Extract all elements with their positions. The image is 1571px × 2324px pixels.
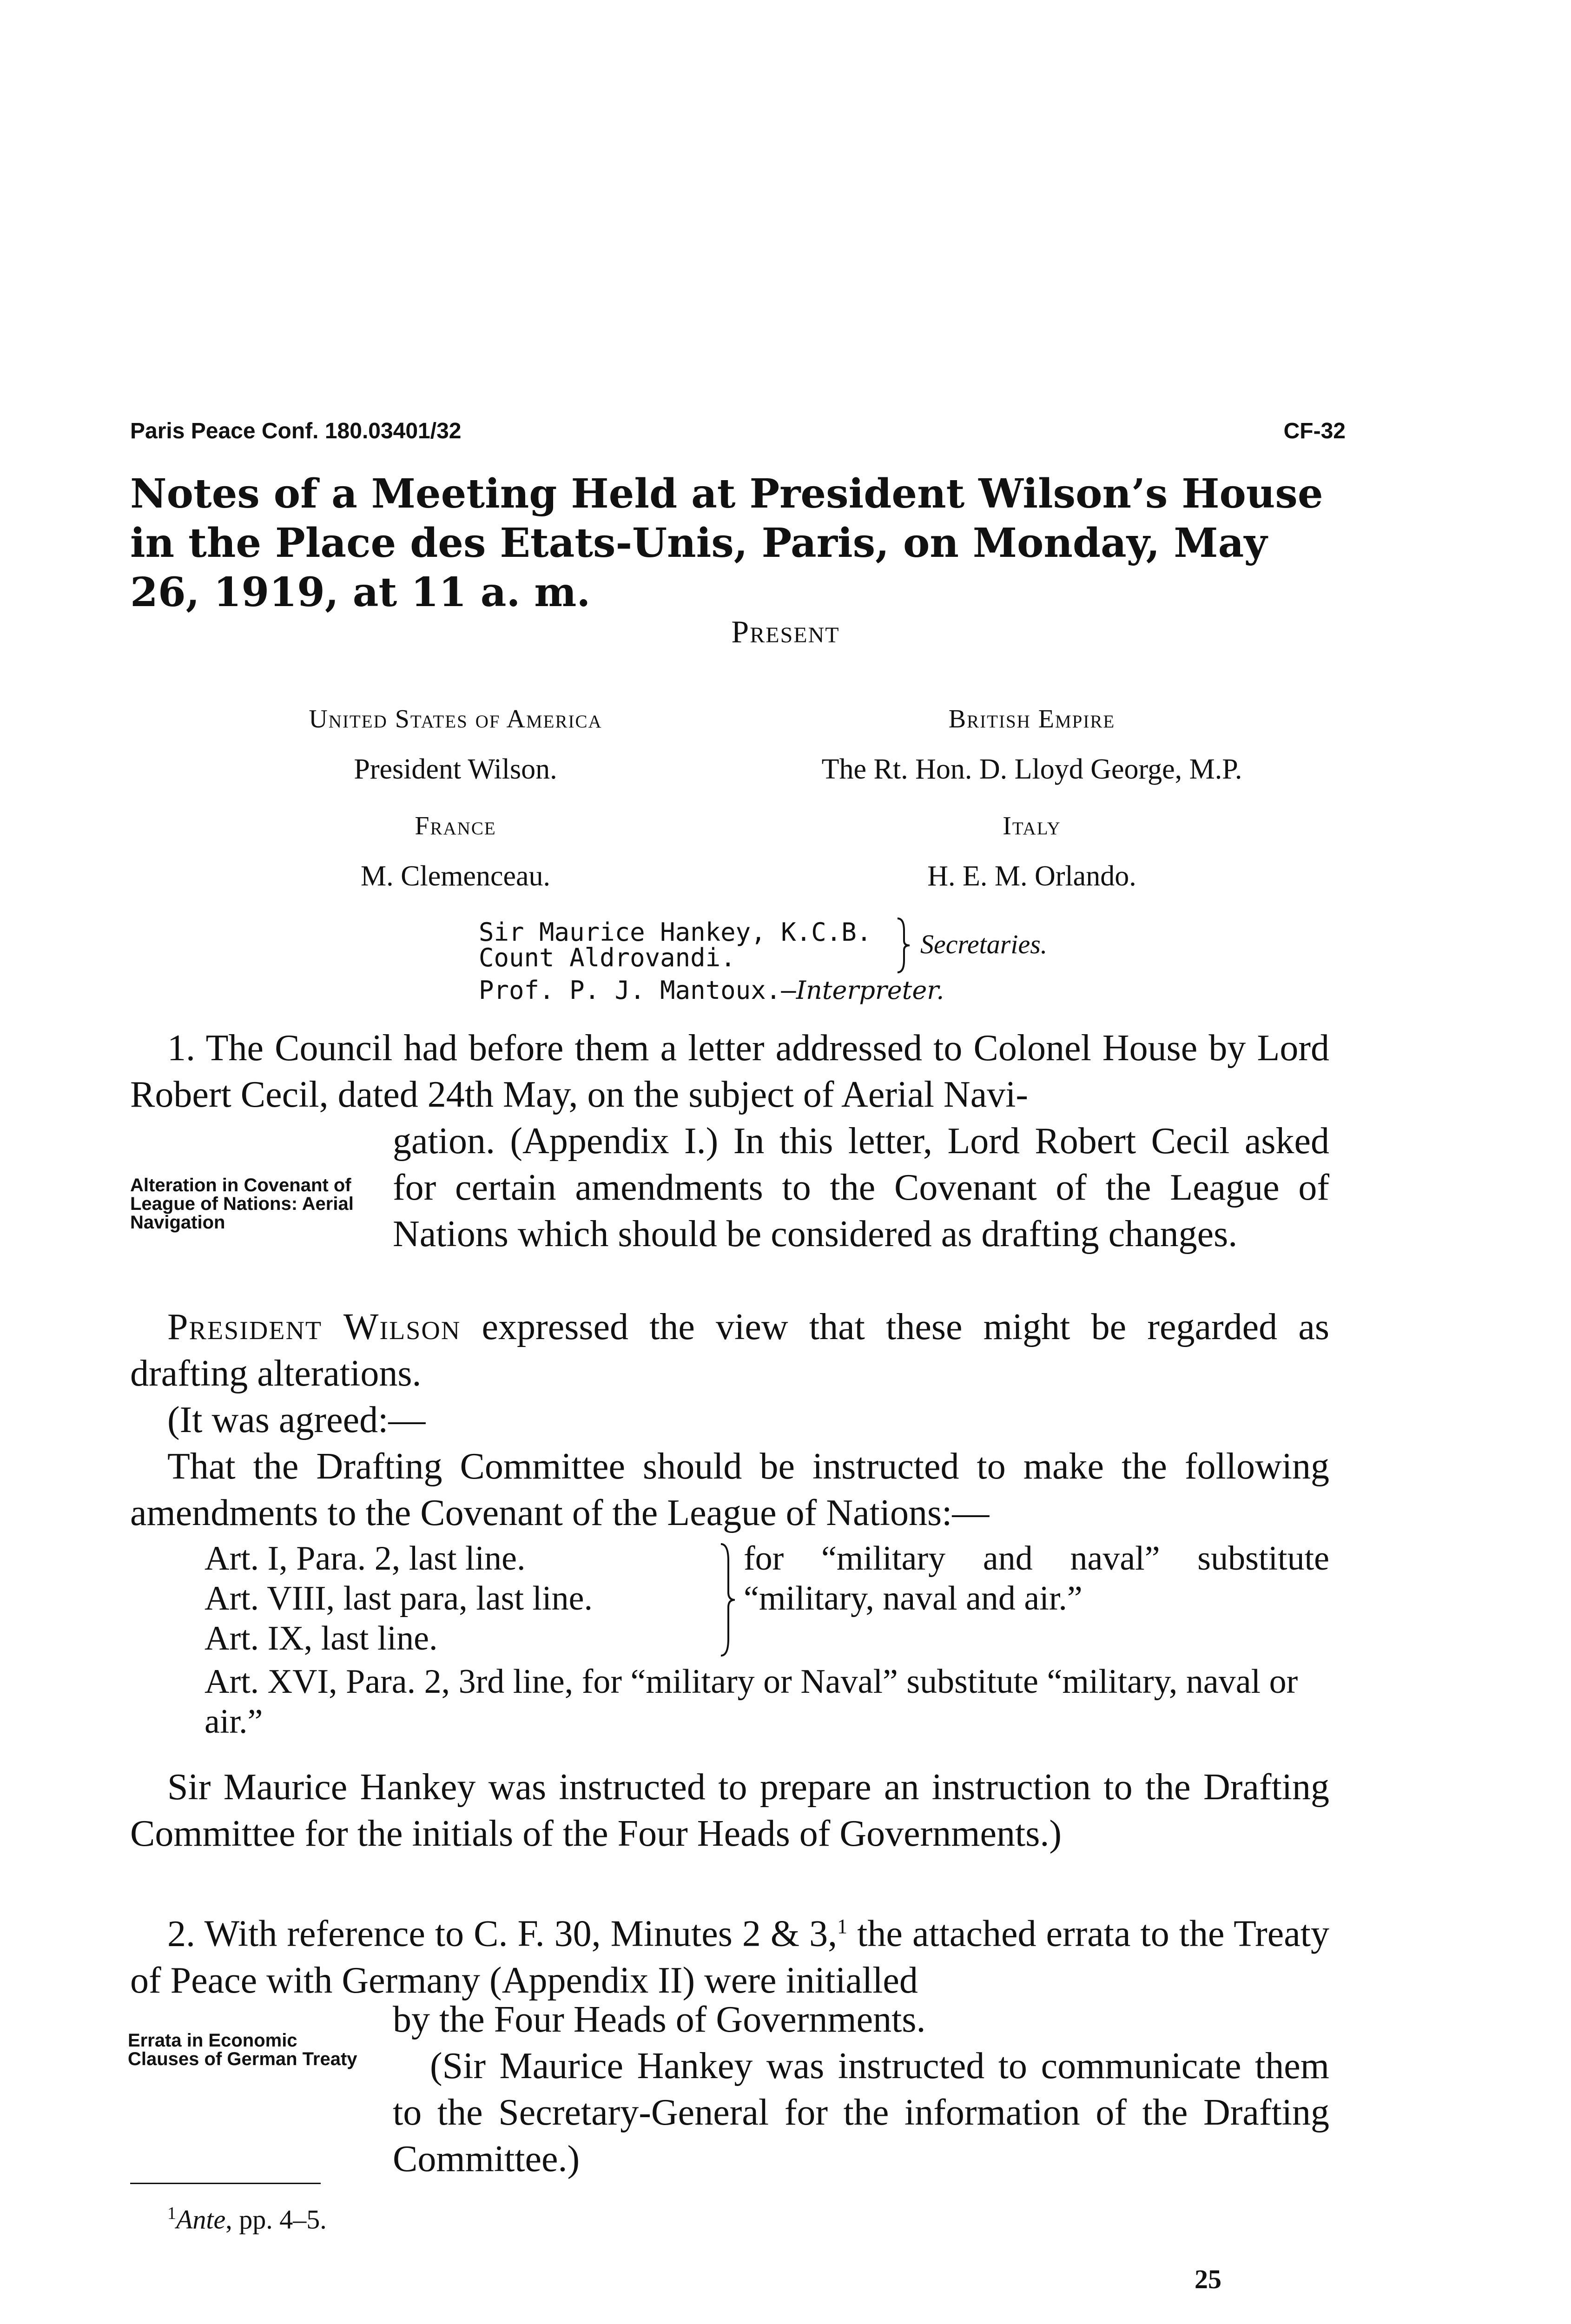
page-title: Notes of a Meeting Held at President Wilson’s House in the Place des Etats-Unis, Paris, on Monday, May 26, 1919, at 11 a. m. xyxy=(130,470,1323,616)
amendment-art-viii: Art. VIII, last para, last line. xyxy=(205,1579,593,1618)
amendment-art-i: Art. I, Para. 2, last line. xyxy=(205,1539,526,1578)
wilson-paragraph xyxy=(130,1304,1329,1397)
item1-lead xyxy=(130,1025,1329,1118)
amendment-art-xvi xyxy=(205,1662,1329,1742)
footnote-pages: , pp. 4–5. xyxy=(225,2204,327,2235)
secretaries-brace xyxy=(895,917,913,974)
british-name: The Rt. Hon. D. Lloyd George, M.P. xyxy=(821,753,1242,785)
amendment-art-xvi-text: Art. XVI, Para. 2, 3rd line, for “military or Naval” substitute “military, naval or air.” xyxy=(205,1663,1298,1741)
item2-hankey: (Sir Maurice Hankey was instructed to communicate them to the Secretary-General for the information of the Drafting Committee.) xyxy=(393,2046,1329,2179)
item2-lead-rest: the attached errata to the Treaty of Peace with Germany (Appendix II) were initialled xyxy=(130,1913,1330,2001)
amendment-brace xyxy=(718,1542,739,1657)
secretaries-label: Secretaries. xyxy=(920,929,1048,959)
usa-name: President Wilson. xyxy=(354,753,557,785)
item1-number: 1. xyxy=(167,1028,195,1069)
footnote xyxy=(167,2203,327,2235)
item2-line3: by the Four Heads of Governments. xyxy=(393,1999,926,2040)
interpreter-line xyxy=(479,976,944,1005)
document-code: CF-32 xyxy=(1283,419,1346,443)
item2-lead-text: With reference to C. F. 30, Minutes 2 & 3, xyxy=(204,1913,838,1954)
item1-lead-text: The Council had before them a letter addressed to Colonel House by Lord Robert Cecil, dated 24th May, on the subject of Aerial Navi- xyxy=(130,1028,1329,1115)
item2-lead xyxy=(130,1903,1329,2004)
france-label: France xyxy=(415,812,496,840)
italy-label: Italy xyxy=(1003,812,1061,840)
item2-margin-heading: Errata in Economic Clauses of German Treaty xyxy=(128,2030,357,2069)
france-name: M. Clemenceau. xyxy=(360,860,551,892)
hankey-instruction xyxy=(130,1764,1329,1857)
italy-name: H. E. M. Orlando. xyxy=(927,860,1136,892)
page-number: 25 xyxy=(1195,2264,1221,2294)
wilson-name: President Wilson xyxy=(167,1307,461,1347)
footnote-rule xyxy=(130,2183,321,2184)
agreed-heading: (It was agreed:— xyxy=(167,1400,426,1440)
british-label: British Empire xyxy=(948,705,1116,733)
item1-margin-heading: Alteration in Covenant of League of Nations: Aerial Navigation xyxy=(130,1175,354,1233)
usa-label: United States of America xyxy=(309,705,602,733)
secretary-aldrovandi: Count Aldrovandi. xyxy=(479,943,736,972)
secretary-hankey: Sir Maurice Hankey, K.C.B. xyxy=(479,918,872,947)
agreed-text-body: That the Drafting Committee should be instructed to make the following amendments to the Covenant of the League of Nations:— xyxy=(130,1446,1329,1533)
item2-number: 2. xyxy=(167,1913,195,1954)
amendment-art-ix: Art. IX, last line. xyxy=(205,1619,438,1657)
hankey-instruction-text: Sir Maurice Hankey was instructed to prepare an instruction to the Drafting Committee for the initials of the Four Heads of Governments.) xyxy=(130,1767,1329,1854)
document-id: Paris Peace Conf. 180.03401/32 xyxy=(130,419,462,443)
footnote-text: Ante xyxy=(176,2204,226,2235)
agreed-text xyxy=(130,1443,1329,1536)
amendment-substitution: for “military and naval” substitute “military, naval and air.” xyxy=(744,1539,1329,1618)
interpreter-label: Interpreter. xyxy=(796,976,944,1005)
wilson-view: expressed the view that these might be regarded as drafting alterations. xyxy=(130,1307,1329,1394)
present-heading: Present xyxy=(731,614,840,649)
footnote-reference: 1 xyxy=(837,1915,848,1938)
interpreter-name: Prof. P. J. Mantoux.— xyxy=(479,976,796,1005)
amendment-list xyxy=(205,1538,593,1658)
footnote-mark: 1 xyxy=(167,2204,176,2223)
item1-body-indented: gation. (Appendix I.) In this letter, Lord Robert Cecil asked for certain amendments to the Covenant of the League of Nations which should be considered as drafting changes. xyxy=(393,1121,1329,1254)
